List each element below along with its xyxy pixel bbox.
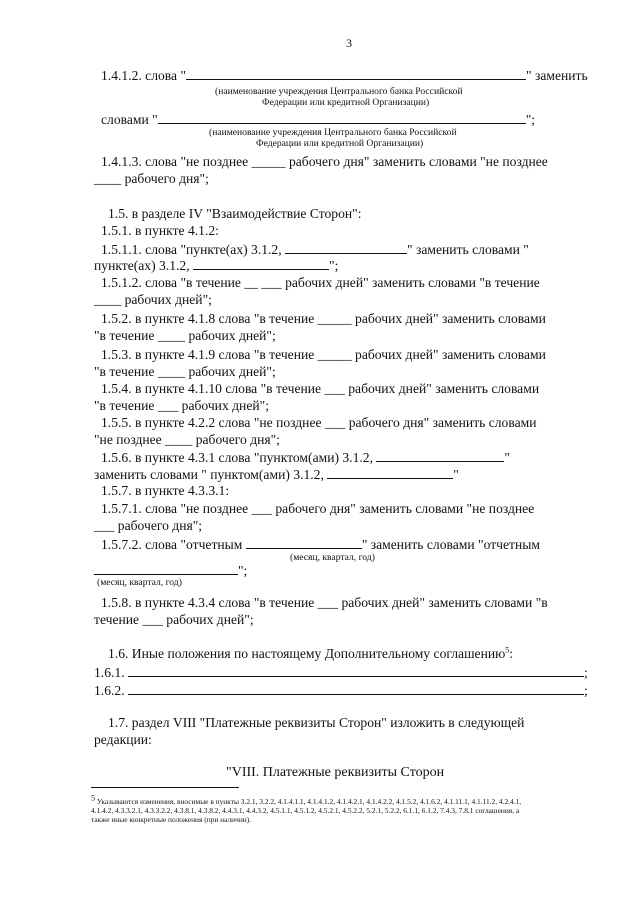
footnote-ref: 5: [505, 645, 510, 655]
caption: (наименование учреждения Центрального банка Российской: [209, 127, 457, 138]
item-1-4-1-3-cont: ____ рабочего дня";: [94, 171, 209, 186]
item-1-5-1-2: 1.5.1.2. слова "в течение __ ___ рабочих дней" заменить словами "в течение: [101, 275, 540, 290]
caption: (месяц, квартал, год): [290, 552, 375, 563]
caption: Федерации или кредитной Организации): [256, 138, 424, 149]
page-number: 3: [346, 36, 352, 50]
footnote-line: [91, 793, 522, 806]
item-1-5-7-2: [101, 535, 540, 553]
blank-field: [128, 681, 584, 695]
item-text: пункте(ах) 3.1.2,: [94, 258, 190, 273]
blank-field: [193, 256, 329, 270]
item-text: ;: [584, 665, 588, 680]
footnote-divider: [91, 787, 239, 788]
section-1-6: [108, 645, 513, 662]
item-1-5-4-cont: "в течение ___ рабочих дней";: [94, 398, 269, 413]
item-words: [101, 110, 535, 128]
blank-field: [158, 110, 526, 124]
item-text: 1.5.7.2. слова "отчетным: [101, 537, 243, 552]
item-1-5-5: 1.5.5. в пункте 4.2.2 слова "не позднее ___ рабочего дня" заменить словами: [101, 415, 537, 430]
blank-field: [128, 663, 584, 677]
item-text: 1.6.1.: [94, 665, 125, 680]
item-1-5-2-cont: "в течение ____ рабочих дней";: [94, 328, 276, 343]
item-1-5-7-1-cont: ___ рабочего дня";: [94, 518, 203, 533]
item-text: 1.4.1.2. слова ": [101, 68, 187, 83]
caption: (наименование учреждения Центрального банка Российской: [215, 86, 463, 97]
caption: Федерации или кредитной Организации): [262, 97, 430, 108]
section-1-7-cont: редакции:: [94, 732, 152, 747]
blank-field: [186, 66, 526, 80]
item-1-5-3-cont: "в течение ____ рабочих дней";: [94, 364, 276, 379]
caption: (месяц, квартал, год): [97, 577, 182, 588]
item-1-5-6: [101, 448, 510, 466]
footnote-line: 4.1.4.2, 4.3.3.2.1, 4.3.3.2.2, 4.3.8.1, 4.3.8.2, 4.4.3.1, 4.4.3.2, 4.5.1.1, 4.5.1.2, 4.5.2.1, 4.5.2.2, 5.2.1, 5.2.2, 6.1.1, 6.1.2, 7.4.3, 7.8.1 соглашения, а: [91, 806, 520, 815]
item-text: 1.6.2.: [94, 683, 125, 698]
item-1-6-2: [94, 681, 588, 699]
item-1-5-1-2-cont: ____ рабочих дней";: [94, 292, 212, 307]
item-text: 1.5.1.1. слова "пункте(ах) 3.1.2,: [101, 242, 282, 257]
footnote-text: Указываются изменения, вносимые в пункты 3.2.1, 3.2.2, 4.1.4.1.1, 4.1.4.1.2, 4.1.4.2.1, 4.1.4.2.2, 4.1.5.2, 4.1.6.2, 4.1.11.1, 4.1.11.2, 4.2.4.1,: [95, 797, 522, 806]
item-text: :: [509, 646, 514, 661]
footnote-line: также иные конкретные положения (при наличии).: [91, 815, 252, 824]
item-text: " заменить: [526, 68, 588, 83]
section-heading: "VIII. Платежные реквизиты Сторон: [226, 765, 445, 780]
item-1-6-1: [94, 663, 588, 681]
item-text: ";: [329, 258, 339, 273]
item-1-4-1-3: 1.4.1.3. слова "не позднее _____ рабочего дня" заменить словами "не позднее: [101, 154, 548, 169]
item-text: словами ": [101, 112, 158, 127]
blank-field: [246, 535, 362, 549]
item-text: заменить словами " пунктом(ами) 3.1.2,: [94, 467, 324, 482]
item-text: " заменить словами ": [407, 242, 529, 257]
item-text: ": [504, 450, 510, 465]
section-1-5: 1.5. в разделе IV "Взаимодействие Сторон":: [108, 206, 362, 221]
blank-field: [327, 465, 453, 479]
section-1-7: 1.7. раздел VIII "Платежные реквизиты Сторон" изложить в следующей: [108, 715, 525, 730]
item-1-5-1-1-cont: [94, 256, 338, 274]
item-text: " заменить словами "отчетным: [361, 537, 540, 552]
item-1-5-2: 1.5.2. в пункте 4.1.8 слова "в течение _____ рабочих дней" заменить словами: [101, 311, 546, 326]
item-1-5-3: 1.5.3. в пункте 4.1.9 слова "в течение _____ рабочих дней" заменить словами: [101, 347, 546, 362]
blank-field: [94, 561, 238, 575]
item-1-5-8: 1.5.8. в пункте 4.3.4 слова "в течение ___ рабочих дней" заменить словами "в: [101, 595, 548, 610]
item-1-5-7: 1.5.7. в пункте 4.3.3.1:: [101, 483, 230, 498]
item-text: 1.6. Иные положения по настоящему Дополнительному соглашению: [108, 646, 506, 661]
item-1-5-1: 1.5.1. в пункте 4.1.2:: [101, 223, 219, 238]
item-text: ";: [525, 112, 536, 127]
item-1-5-6-cont: [94, 465, 459, 483]
blank-field: [376, 448, 504, 462]
item-1-4-1-2: [101, 66, 588, 84]
item-text: ;: [584, 683, 588, 698]
footnote-mark: 5: [91, 793, 95, 803]
item-text: 1.5.6. в пункте 4.3.1 слова "пунктом(ами) 3.1.2,: [101, 450, 373, 465]
item-text: ": [453, 467, 459, 482]
item-1-5-7-1: 1.5.7.1. слова "не позднее ___ рабочего дня" заменить словами "не позднее: [101, 501, 535, 516]
item-1-5-4: 1.5.4. в пункте 4.1.10 слова "в течение ___ рабочих дней" заменить словами: [101, 381, 540, 396]
item-1-5-5-cont: "не позднее ____ рабочего дня";: [94, 432, 280, 447]
item-1-5-8-cont: течение ___ рабочих дней";: [94, 612, 254, 627]
item-text: ";: [238, 563, 248, 578]
blank-field: [285, 240, 407, 254]
